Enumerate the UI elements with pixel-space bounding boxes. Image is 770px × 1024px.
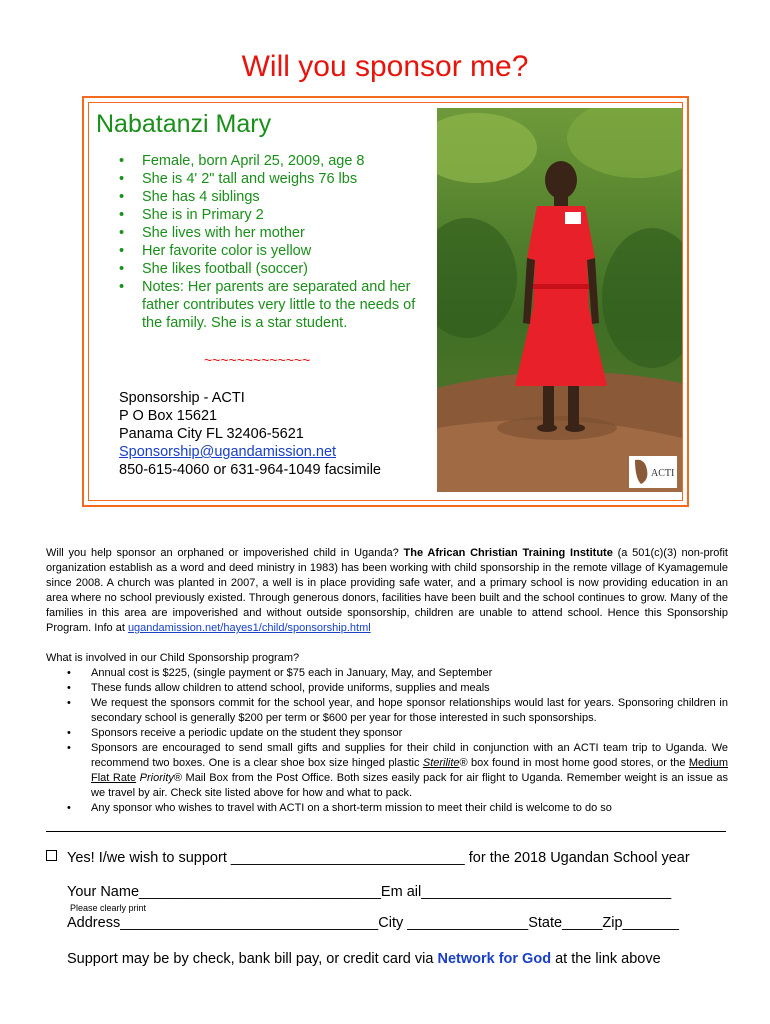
intro-paragraph	[46, 546, 728, 636]
support-row	[46, 850, 690, 866]
contact-phone: 850-615-4060 or 631-964-1049 facsimile	[119, 462, 381, 478]
payment-note	[67, 951, 661, 967]
fact-item: • She is 4' 2" tall and weighs 76 lbs	[117, 170, 433, 188]
fact-item: • She is in Primary 2	[117, 206, 433, 224]
medium-flat-rate: Medium Flat Rate	[91, 757, 728, 784]
footer-text-before: Support may be by check, bank bill pay, or credit card via	[67, 951, 438, 967]
program-list	[46, 666, 728, 816]
program-heading: What is involved in our Child Sponsorship program?	[46, 652, 300, 664]
tilde-divider: ~~~~~~~~~~~~~	[204, 352, 311, 368]
sponsorship-info-link[interactable]: ugandamission.net/hayes1/child/sponsorship.html	[127, 622, 371, 634]
child-photo	[437, 108, 682, 492]
network-for-god-link[interactable]: Network for God	[437, 951, 552, 967]
program-item: • We request the sponsors commit for the school year, and hope sponsor relationships would last for years. Sponsoring children in secondary school is generally $200 per term or $600 per year for those interested in such sponsorships.	[46, 696, 728, 726]
address-city-field[interactable]: Address________________________________City _______________State_____Zip_______	[67, 915, 679, 931]
acti-logo-text: ACTI	[651, 468, 675, 479]
priority-brand: Priority	[139, 772, 174, 784]
name-email-field[interactable]: Your Name______________________________Em ail_______________________________	[67, 884, 672, 900]
fact-item: • She likes football (soccer)	[117, 260, 433, 278]
intro-org-name: The African Christian Training Institute	[403, 547, 613, 559]
intro-text-after: (a 501(c)(3) non-profit organization establish as a word and deed ministry in 1983) has been working with child sponsorship in the remote village of Kyamagemule since 2008. A church was planted in 2007, a well is in place providing safe water, and a primary school is now providing education in an area where no school previously existed. Through generous donors, facilities have been built and the school continues to grow. Many of the families in this area are impoverished and without outside sponsorship, children are unable to attend school. Hence this Sponsorship Program. Info at	[46, 547, 728, 634]
program-item: • Sponsors receive a periodic update on the student they sponsor	[46, 726, 728, 741]
program-item-gifts	[46, 741, 728, 801]
program-item: • Any sponsor who wishes to travel with ACTI on a short-term mission to meet their child is welcome to do so	[46, 801, 728, 816]
fact-item: • Female, born April 25, 2009, age 8	[117, 152, 433, 170]
support-line: Yes! I/we wish to support _____________________________ for the 2018 Ugandan School year	[67, 850, 690, 866]
child-photo-illustration	[437, 108, 682, 492]
sterilite-brand: Sterilite	[422, 757, 460, 769]
contact-city: Panama City FL 32406-5621	[119, 426, 304, 442]
child-facts-list	[117, 152, 433, 332]
fact-item: • She lives with her mother	[117, 224, 433, 242]
section-divider	[46, 831, 726, 832]
contact-box: P O Box 15621	[119, 408, 218, 424]
program-item: • These funds allow children to attend school, provide uniforms, supplies and meals	[46, 681, 728, 696]
fact-item: • Notes: Her parents are separated and her father contributes very little to the needs of the family. She is a star student.	[117, 278, 433, 332]
intro-text-before: Will you help sponsor an orphaned or impoverished child in Uganda?	[46, 547, 404, 559]
footer-text-after: at the link above	[551, 951, 661, 967]
page-title: Will you sponsor me?	[241, 50, 529, 83]
gifts-text-b: ® box found in most home good stores, or the	[459, 757, 689, 769]
fact-item: • Her favorite color is yellow	[117, 242, 433, 260]
gifts-text-c: ® Mail Box from the Post Office. Both sizes easily pack for air flight to Uganda. Remember weight is an issue as we travel by air. Check site listed above for how and what to pack.	[91, 772, 728, 799]
contact-email-link[interactable]: Sponsorship@ugandamission.net	[119, 444, 337, 460]
program-details	[46, 651, 728, 816]
contact-org: Sponsorship - ACTI	[119, 390, 245, 406]
child-name: Nabatanzi Mary	[96, 110, 272, 138]
program-item: • Annual cost is $225, (single payment or $75 each in January, May, and September	[46, 666, 728, 681]
fact-item: • She has 4 siblings	[117, 188, 433, 206]
support-checkbox[interactable]	[46, 850, 57, 861]
contact-block	[119, 389, 381, 479]
print-note: Please clearly print	[70, 903, 147, 913]
gifts-text-a: Sponsors are encouraged to send small gifts and supplies for their child in conjunction with an ACTI team trip to Uganda. We recommend two boxes. One is a clear shoe box size hinged plastic	[91, 742, 728, 769]
